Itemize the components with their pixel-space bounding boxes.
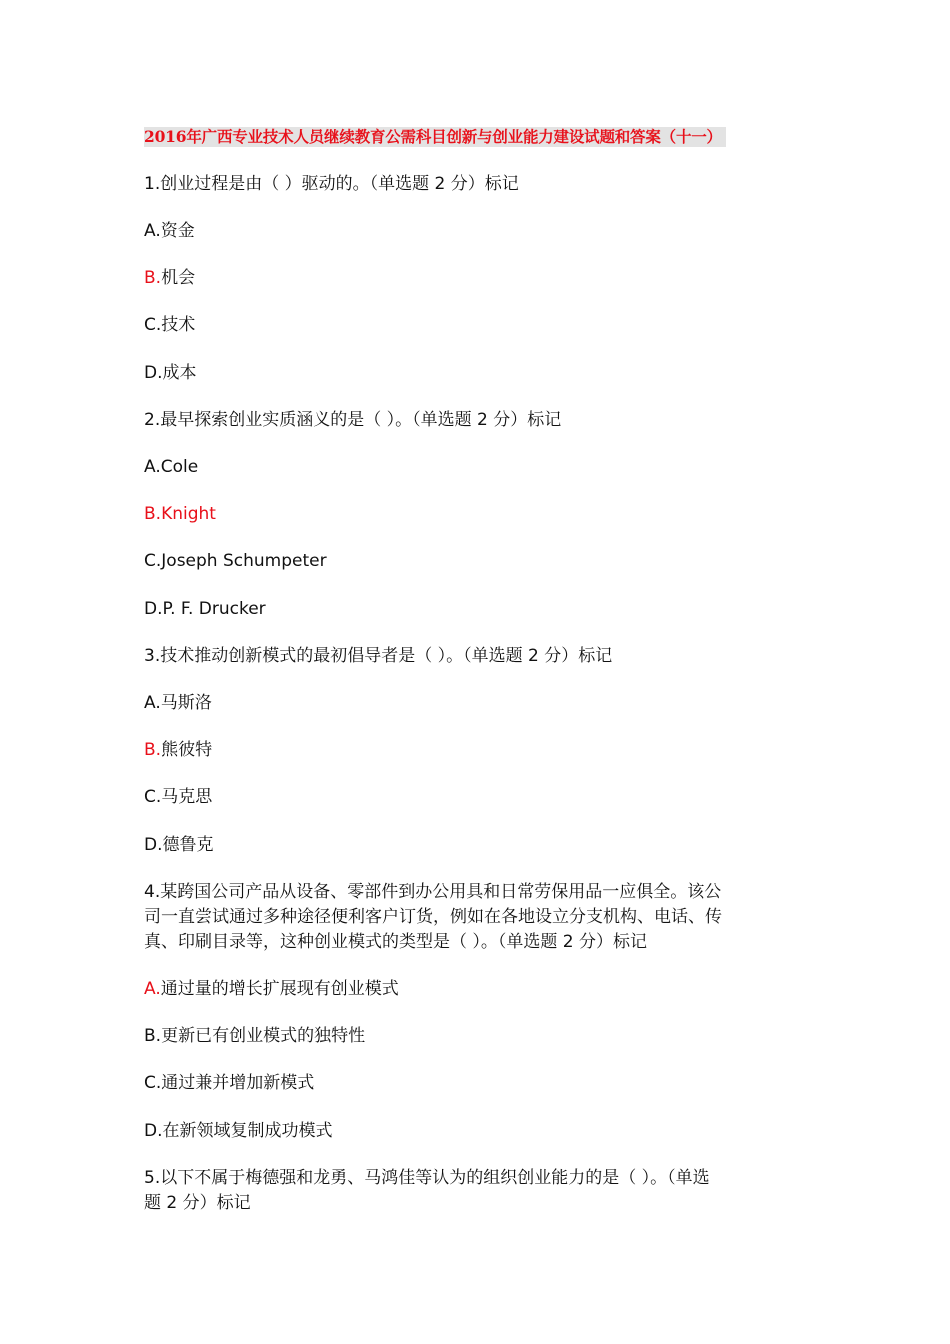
option-text: 熊彼特	[161, 740, 213, 760]
option-text: 通过量的增长扩展现有创业模式	[160, 979, 399, 999]
option-text: 机会	[161, 268, 196, 288]
question-3-option-b	[144, 738, 809, 762]
question-3-option-a: A.马斯洛	[144, 693, 212, 713]
question-3-option-c: C.马克思	[144, 787, 213, 807]
question-5-stem-line-2: 题 2 分）标记	[144, 1193, 251, 1213]
question-2-option-b: B.Knight	[144, 504, 216, 524]
question-1-stem: 1.创业过程是由（ ）驱动的。（单选题 2 分）标记	[144, 174, 519, 194]
answer-marker: B.	[144, 268, 162, 288]
question-5-stem-line-1: 5.以下不属于梅德强和龙勇、马鸿佳等认为的组织创业能力的是（ ）。（单选	[144, 1168, 710, 1188]
document-title: 2016年广西专业技术人员继续教育公需科目创新与创业能力建设试题和答案（十一）	[144, 127, 726, 147]
question-4-option-d: D.在新领域复制成功模式	[144, 1121, 333, 1141]
question-1-option-c: C.技术	[144, 315, 196, 335]
question-4-option-b: B.更新已有创业模式的独特性	[144, 1026, 366, 1046]
answer-marker: A.	[144, 979, 161, 999]
answer-marker: B.	[144, 740, 162, 760]
question-1-option-d: D.成本	[144, 363, 197, 383]
question-4-stem-line-3: 真、印刷目录等，这种创业模式的类型是（ ）。（单选题 2 分）标记	[144, 932, 648, 952]
question-4-option-a	[144, 977, 809, 1001]
question-2-option-a: A.Cole	[144, 457, 199, 477]
question-3-option-d: D.德鲁克	[144, 835, 214, 855]
question-2-option-d: D.P. F. Drucker	[144, 599, 266, 619]
question-1-option-b	[144, 266, 809, 290]
question-2-stem: 2.最早探索创业实质涵义的是（ ）。（单选题 2 分）标记	[144, 410, 562, 430]
question-3-stem: 3.技术推动创新模式的最初倡导者是（ ）。（单选题 2 分）标记	[144, 646, 613, 666]
question-4-option-c: C.通过兼并增加新模式	[144, 1073, 315, 1093]
question-4-stem-line-1: 4.某跨国公司产品从设备、零部件到办公用具和日常劳保用品一应俱全。该公	[144, 882, 722, 902]
question-4-stem-line-2: 司一直尝试通过多种途径便利客户订货，例如在各地设立分支机构、电话、传	[144, 907, 722, 927]
question-2-option-c: C.Joseph Schumpeter	[144, 551, 327, 571]
question-1-option-a: A.资金	[144, 221, 195, 241]
